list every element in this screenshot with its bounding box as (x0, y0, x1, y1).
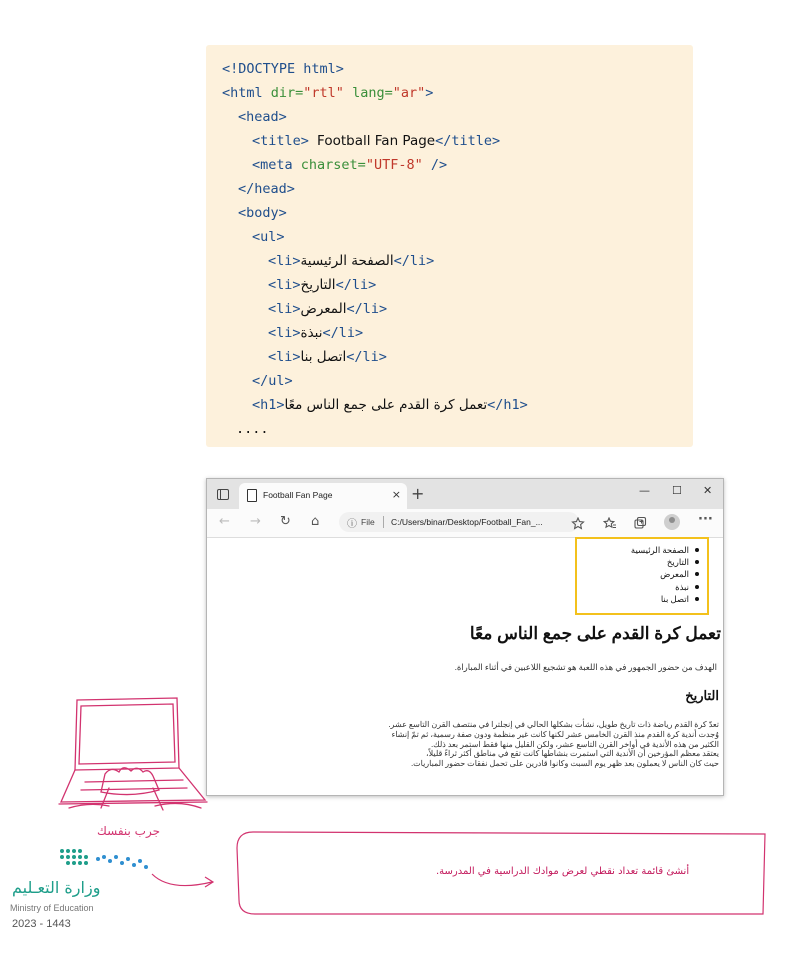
forward-button[interactable]: → (250, 514, 261, 529)
page-heading: تعمل كرة القدم على جمع الناس معًا (469, 624, 721, 643)
paragraph-line: حيث كان الناس لا يعملون بعد ظهر يوم السبت وكانوا قادرين على تحمل نفقات حضور المباريات. (411, 759, 719, 769)
ministry-logo-dots-icon (58, 845, 154, 877)
page-icon (247, 489, 257, 502)
favorite-star-icon[interactable] (571, 517, 585, 530)
ministry-logo-english: Ministry of Education (10, 903, 94, 913)
laptop-typing-illustration (55, 690, 215, 825)
close-tab-icon[interactable]: × (391, 488, 401, 501)
task-instruction: أنشئ قائمة تعداد نقطي لعرض موادك الدراسية في المدرسة. (436, 866, 690, 877)
year-label: 2023 - 1443 (12, 918, 71, 930)
ministry-logo-arabic: وزارة التعـليم (12, 878, 101, 897)
history-paragraph (319, 720, 719, 769)
page-viewport (207, 538, 723, 795)
arrow-icon (150, 870, 220, 892)
collections-icon[interactable] (633, 516, 647, 530)
code-snippet (206, 45, 693, 447)
code-line-li: <li>التاريخ</li> (268, 277, 377, 293)
tab-actions-icon[interactable] (217, 489, 229, 500)
code-line-doctype: <!DOCTYPE html> (222, 61, 344, 77)
address-scheme: File (361, 517, 375, 527)
try-yourself-label: جرب بنفسك (97, 824, 160, 838)
maximize-button[interactable]: ☐ (672, 484, 682, 497)
address-bar[interactable] (339, 512, 579, 532)
code-line-li: <li>الصفحة الرئيسية</li> (268, 253, 435, 269)
back-button[interactable]: ← (219, 514, 230, 529)
history-heading: التاريخ (685, 688, 719, 703)
intro-paragraph: الهدف من حضور الجمهور في هذه اللعبة هو تشجيع اللاعبين في أثناء المباراة. (454, 662, 717, 672)
new-tab-button[interactable]: + (411, 484, 425, 503)
code-line-ul-open: <ul> (252, 229, 285, 245)
profile-avatar[interactable] (664, 514, 680, 530)
code-line-li: <li>نبذة</li> (268, 325, 364, 341)
tab-football-fan-page[interactable] (239, 483, 407, 509)
list-item: التاريخ (631, 556, 699, 568)
paragraph-line: وُجدت أندية كرة القدم منذ القرن الخامس عشر لكنها كانت غير منظمة ودون صفة رسمية، ثم تمّ إنشاء (391, 729, 719, 739)
address-url[interactable]: C:/Users/binar/Desktop/Football_Fan_... (391, 517, 543, 527)
code-line-head-close: </head> (238, 181, 295, 197)
code-line-title: <title> Football Fan Page</title> (252, 133, 501, 149)
code-line-li: <li>اتصل بنا</li> (268, 349, 387, 365)
paragraph-line: تعدّ كرة القدم رياضة ذات تاريخ طويل، نشأت بشكلها الحالي في إنجلترا في منتصف القرن التاسع عشر. (388, 720, 719, 729)
home-button[interactable]: ⌂ (311, 514, 320, 529)
minimize-button[interactable]: — (639, 484, 650, 497)
info-icon[interactable]: ⓘ (347, 519, 357, 530)
more-menu-button[interactable]: ··· (698, 512, 713, 527)
code-line-head-open: <head> (238, 109, 287, 125)
reload-button[interactable]: ↻ (280, 514, 291, 529)
browser-window (206, 478, 724, 796)
address-divider (383, 516, 384, 528)
toolbar (207, 509, 723, 538)
nav-list (631, 544, 699, 605)
tab-bar (207, 479, 723, 509)
code-line-meta: <meta charset="UTF-8" /> (252, 157, 448, 173)
code-line-body-open: <body> (238, 205, 287, 221)
list-item: نبذة (631, 581, 699, 593)
list-item: المعرض (631, 568, 699, 580)
code-line-h1: <h1>تعمل كرة القدم على جمع الناس معًا</h1> (252, 397, 528, 413)
code-line-li: <li>المعرض</li> (268, 301, 388, 317)
code-line-ul-close: </ul> (252, 373, 293, 389)
list-item: الصفحة الرئيسية (631, 544, 699, 556)
paragraph-line: يعتقد معظم المؤرخين أن الأندية التي استمرت بنشاطها كانت تقع في مناطق أكثر ثراءً قليلاً، (426, 749, 719, 759)
paragraph-line: الكثير من هذه الأندية في أواخر القرن التاسع عشر، ولكن القليل منها فقط استمر بعد ذلك. (431, 739, 719, 749)
code-line-ellipsis: .... (236, 421, 269, 437)
code-line-html: <html dir="rtl" lang="ar"> (222, 85, 434, 101)
tab-title: Football Fan Page (263, 490, 333, 500)
close-window-button[interactable]: ✕ (703, 484, 713, 497)
list-item: اتصل بنا (631, 593, 699, 605)
favorites-icon[interactable] (603, 517, 617, 530)
